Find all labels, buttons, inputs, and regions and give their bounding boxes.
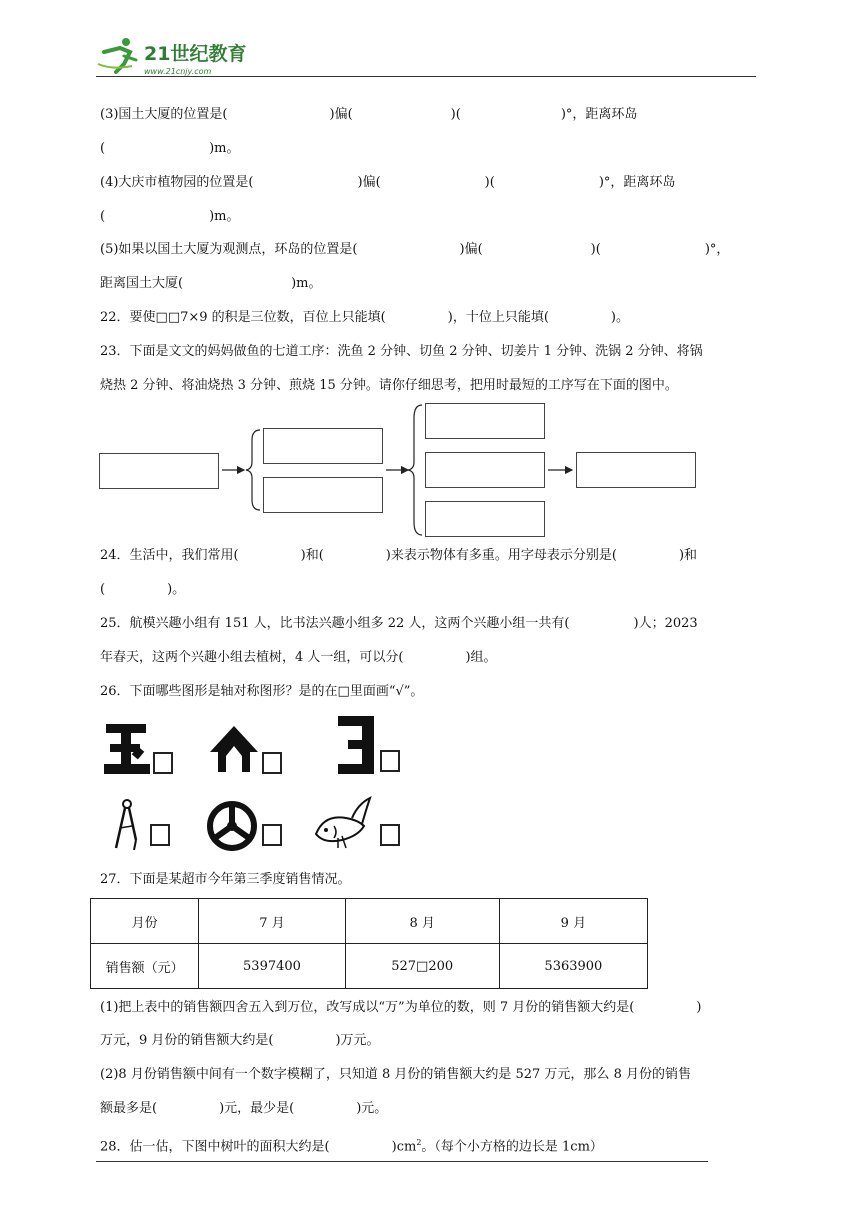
steering-wheel-icon	[206, 800, 258, 852]
header-cell: 月份	[91, 899, 199, 944]
q27-p2-line-1: (2)8 月份销售额中间有一个数字模糊了，只知道 8 月份的销售额大约是 527 万元，那么 8 月份的销售	[100, 1067, 691, 1082]
q23-line-2: 烧热 2 分钟、将油烧热 3 分钟、煎烧 15 分钟。请你仔细思考，把用时最短的工序写在下面的图中。	[100, 378, 678, 393]
fish-icon	[312, 796, 374, 852]
value-cell: 527□200	[345, 944, 499, 989]
checkbox-fish[interactable]	[380, 824, 400, 846]
q27-title: 27．下面是某超市今年第三季度销售情况。	[100, 872, 351, 887]
sales-table	[90, 898, 648, 989]
row-label-cell: 销售额（元）	[91, 944, 199, 989]
checkbox-wang[interactable]	[153, 752, 173, 774]
checkbox-compass[interactable]	[150, 824, 170, 846]
compass-tool-icon	[112, 798, 142, 852]
q26-text: 26．下面哪些图形是轴对称图形？是的在□里面画“√”。	[100, 684, 424, 699]
q21-line-4: (4)大庆市植物园的位置是( )偏( )( )°，距离环岛	[100, 175, 676, 190]
q21-line-5b: 距离国土大厦( )m。	[100, 276, 322, 291]
header-cell: 8 月	[345, 899, 499, 944]
digit-three-icon	[336, 714, 376, 776]
table-row	[91, 944, 648, 989]
table-header-row	[91, 899, 648, 944]
q21-line-4b: ( )m。	[100, 209, 240, 224]
q27-p2-line-2: 额最多是( )元，最少是( )元。	[100, 1101, 388, 1116]
q27-p1-line-2: 万元，9 月份的销售额大约是( )万元。	[100, 1033, 380, 1048]
q21-line-5: (5)如果以国土大厦为观测点，环岛的位置是( )偏( )( )°，	[100, 242, 730, 257]
q24-line-2: ( )。	[100, 582, 186, 597]
q21-line-3b: ( )m。	[100, 141, 240, 156]
header-cell: 7 月	[199, 899, 345, 944]
q27-p1-line-1: (1)把上表中的销售额四舍五入到万位，改写成以“万”为单位的数，则 7 月份的销售额大约是( )	[100, 1000, 702, 1015]
logo-text: 21世纪教育	[144, 43, 247, 65]
q28: 28．估一估，下图中树叶的面积大约是( )$cm^2$。（每个小方格的边长是 1cm）	[100, 1138, 603, 1155]
q25-line-2: 年春天，这两个兴趣小组去植树，4 人一组，可以分( )组。	[100, 650, 497, 665]
value-cell: 5397400	[199, 944, 345, 989]
checkbox-wheel[interactable]	[262, 824, 282, 846]
q22: 22．要使□□7×9 的积是三位数，百位上只能填( )，十位上只能填( )。	[100, 310, 629, 325]
logo-url: www.21cnjy.com	[144, 67, 212, 76]
q23-line-1: 23．下面是文文的妈妈做鱼的七道工序：洗鱼 2 分钟、切鱼 2 分钟、切姜片 1 分钟、洗锅 2 分钟、将锅	[100, 344, 703, 359]
checkbox-three[interactable]	[380, 750, 400, 772]
wang-character-icon	[104, 722, 152, 776]
q25-line-1: 25．航模兴趣小组有 151 人，比书法兴趣小组多 22 人，这两个兴趣小组一共有( )人；2023	[100, 616, 698, 631]
q24-line-1: 24．生活中，我们常用( )和( )来表示物体有多重。用字母表示分别是( )和	[100, 548, 698, 563]
value-cell: 5363900	[499, 944, 647, 989]
footer-rule	[96, 1161, 708, 1162]
checkbox-house[interactable]	[262, 752, 282, 774]
q21-line-3: (3)国土大厦的位置是( )偏( )( )°，距离环岛	[100, 107, 638, 122]
house-shape-icon	[208, 724, 260, 776]
header-cell: 9 月	[499, 899, 647, 944]
